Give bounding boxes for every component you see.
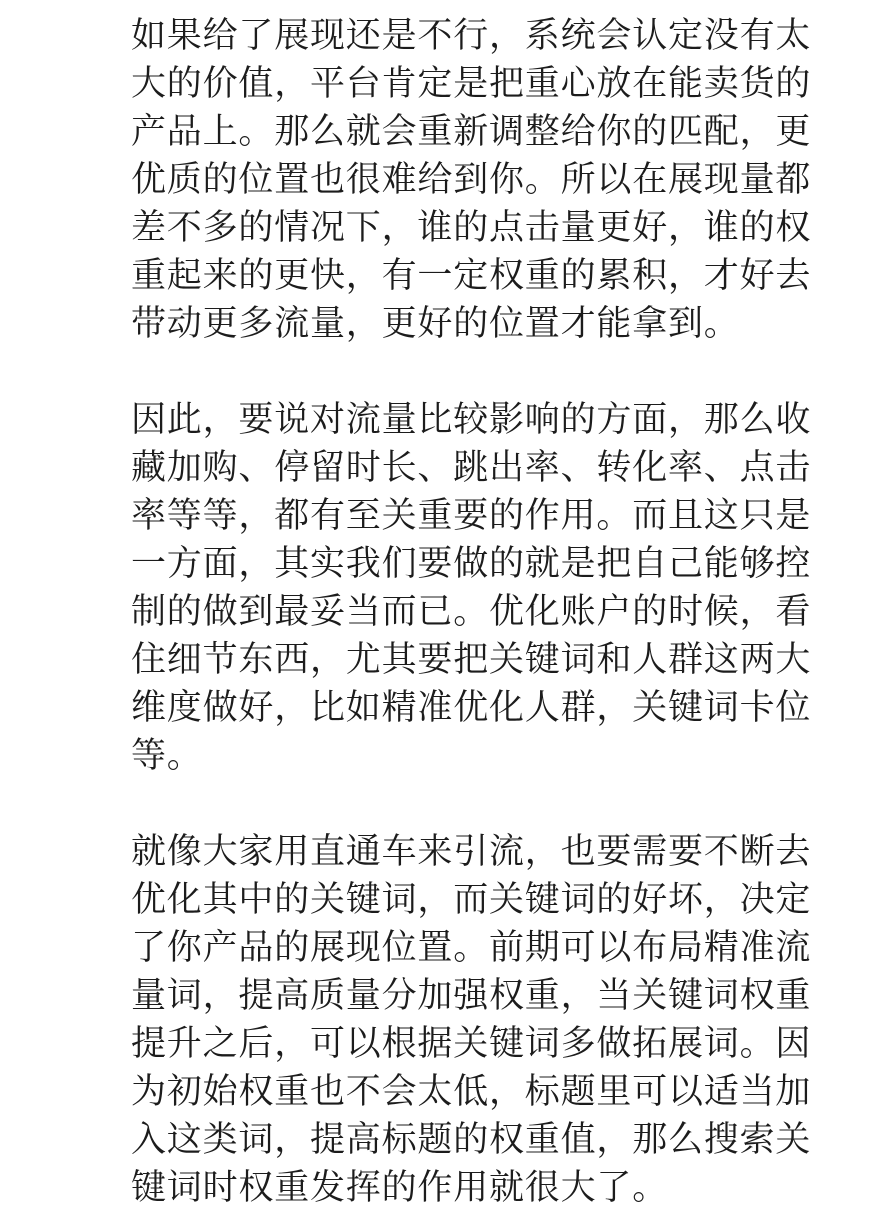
text-line: 因此，要说对流量比较影响的方面，那么收 — [131, 400, 812, 440]
text-line: 如果给了展现还是不行，系统会认定没有太 — [131, 16, 812, 56]
text-line: 差不多的情况下，谁的点击量更好，谁的权 — [131, 208, 812, 248]
text-line: 率等等，都有至关重要的作用。而且这只是 — [131, 496, 812, 536]
text-line: 了你产品的展现位置。前期可以布局精准流 — [131, 928, 812, 968]
paragraph-2 — [131, 396, 812, 780]
text-line: 维度做好，比如精准优化人群，关键词卡位 — [131, 688, 812, 728]
paragraph-spacer — [131, 780, 751, 828]
text-line: 入这类词，提高标题的权重值，那么搜索关 — [131, 1120, 812, 1160]
text-line: 优质的位置也很难给到你。所以在展现量都 — [131, 160, 812, 200]
text-line: 优化其中的关键词，而关键词的好坏，决定 — [131, 880, 812, 920]
text-line: 藏加购、停留时长、跳出率、转化率、点击 — [131, 448, 812, 488]
text-line: 为初始权重也不会太低，标题里可以适当加 — [131, 1072, 812, 1112]
text-line: 带动更多流量，更好的位置才能拿到。 — [131, 304, 740, 344]
paragraph-spacer — [131, 348, 751, 396]
text-line: 就像大家用直通车来引流，也要需要不断去 — [131, 832, 812, 872]
paragraph-1 — [131, 12, 812, 348]
text-line: 提升之后，可以根据关键词多做拓展词。因 — [131, 1024, 812, 1064]
text-line: 等。 — [131, 736, 203, 776]
text-line: 住细节东西，尤其要把关键词和人群这两大 — [131, 640, 812, 680]
text-line: 一方面，其实我们要做的就是把自己能够控 — [131, 544, 812, 584]
text-line: 量词，提高质量分加强权重，当关键词权重 — [131, 976, 812, 1016]
text-line: 大的价值，平台肯定是把重心放在能卖货的 — [131, 64, 812, 104]
text-line: 重起来的更快，有一定权重的累积，才好去 — [131, 256, 812, 296]
text-line: 键词时权重发挥的作用就很大了。 — [131, 1168, 669, 1208]
text-line: 产品上。那么就会重新调整给你的匹配，更 — [131, 112, 812, 152]
text-line: 制的做到最妥当而已。优化账户的时候，看 — [131, 592, 812, 632]
paragraph-3 — [131, 828, 812, 1212]
article-body — [131, 12, 812, 1212]
